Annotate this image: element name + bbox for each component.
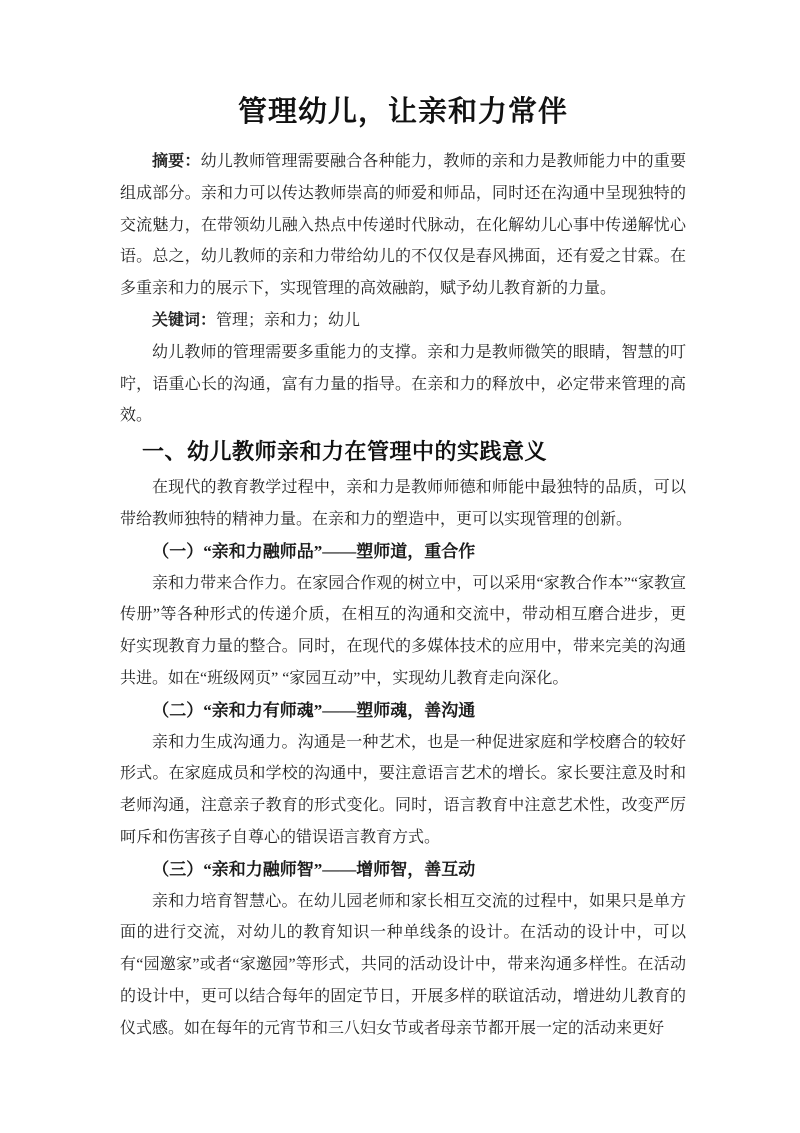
subsection-1-heading: （一）“亲和力融师品”——塑师道，重合作 bbox=[152, 541, 476, 561]
subsection-3-heading: （三）“亲和力融师智”——增师智，善互动 bbox=[152, 859, 476, 879]
subsection-1-paragraph: 亲和力带来合作力。在家园合作观的树立中，可以采用“家教合作本”“家教宣传册”等各种形式的传递介质，在相互的沟通和交流中，带动相互磨合进步，更好实现教育力量的整合。同时，在现代的多媒体技术的应用中，带来完美的沟通共进。如在“班级网页” “家园互动”中，实现幼儿教育走向深化。 bbox=[120, 574, 686, 687]
keywords-label: 关键词： bbox=[152, 311, 217, 329]
subsection-3-paragraph: 亲和力培育智慧心。在幼儿园老师和家长相互交流的过程中，如果只是单方面的进行交流，对幼儿的教育知识一种单线条的设计。在活动的设计中，可以有“园邀家”或者“家邀园”等形式，共同的活动设计中，带来沟通多样性。在活动的设计中，更可以结合每年的固定节日，开展多样的联谊活动，增进幼儿教育的仪式感。如在每年的元宵节和三八妇女节或者母亲节都开展一定的活动来更好 bbox=[120, 892, 686, 1037]
subsection-2-paragraph: 亲和力生成沟通力。沟通是一种艺术，也是一种促进家庭和学校磨合的较好形式。在家庭成员和学校的沟通中，要注意语言艺术的增长。家长要注意及时和老师沟通，注意亲子教育的形式变化。同时，语言教育中注意艺术性，改变严厉呵斥和伤害孩子自尊心的错误语言教育方式。 bbox=[120, 733, 686, 846]
intro-paragraph: 幼儿教师的管理需要多重能力的支撑。亲和力是教师微笑的眼睛，智慧的叮咛，语重心长的沟通，富有力量的指导。在亲和力的释放中，必定带来管理的高效。 bbox=[120, 343, 686, 425]
abstract-label: 摘要： bbox=[152, 153, 201, 170]
section-1-lead-paragraph: 在现代的教育教学过程中，亲和力是教师师德和师能中最独特的品质，可以带给教师独特的精神力量。在亲和力的塑造中，更可以实现管理的创新。 bbox=[120, 479, 686, 528]
abstract-paragraph bbox=[120, 146, 686, 305]
abstract-text: 幼儿教师管理需要融合各种能力，教师的亲和力是教师能力中的重要组成部分。亲和力可以传达教师崇高的师爱和师品，同时还在沟通中呈现独特的交流魅力，在带领幼儿融入热点中传递时代脉动，在化解幼儿心事中传递解忧心语。总之，幼儿教师的亲和力带给幼儿的不仅仅是春风拂面，还有爱之甘霖。在多重亲和力的展示下，实现管理的高效融韵，赋予幼儿教育新的力量。 bbox=[120, 153, 686, 298]
keywords-text: 管理；亲和力；幼儿 bbox=[216, 311, 361, 329]
keywords-paragraph bbox=[120, 305, 686, 337]
subsection-2-heading: （二）“亲和力有师魂”——塑师魂，善沟通 bbox=[152, 700, 476, 720]
section-1-heading: 一、幼儿教师亲和力在管理中的实践意义 bbox=[142, 439, 548, 465]
document-title: 管理幼儿，让亲和力常伴 bbox=[237, 96, 568, 128]
